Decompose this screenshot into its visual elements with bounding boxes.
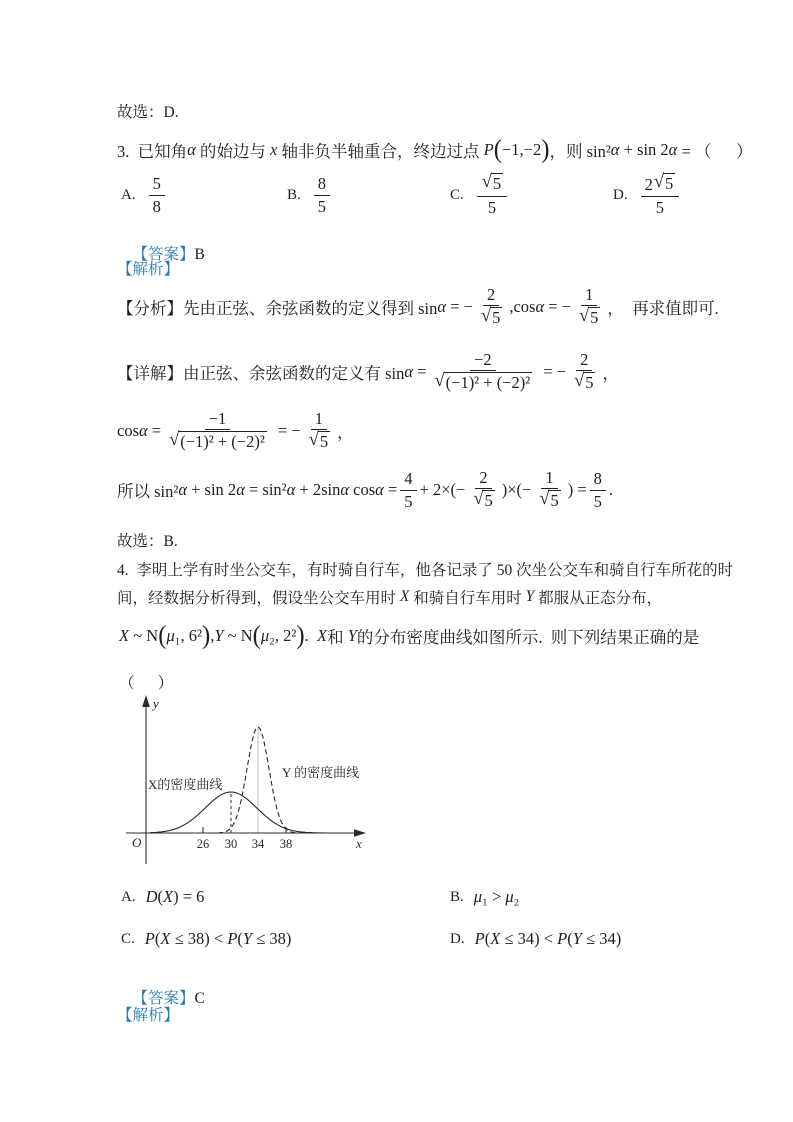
svg-text:30: 30 bbox=[224, 837, 238, 851]
density-curves-figure bbox=[122, 694, 374, 875]
q4-stem-line3: X ~ N ( μ ₁, 6² ) , Y ~ N ( μ ₂, 2² ) . X 和 Y 的分布密度曲线如图所示. 则下列结果正确的是 bbox=[119, 620, 700, 650]
q4-option-c-value: P(X ≤ 38) < P(Y ≤ 38) bbox=[144, 929, 292, 948]
q4-option-c-label: C. bbox=[121, 930, 135, 947]
q4-stem-line2: 间，经数据分析得到，假设坐公交车用时 X 和骑自行车用时 Y 都服从正态分布， bbox=[117, 588, 663, 607]
q3-choice: 故选：B. bbox=[117, 533, 178, 550]
q4-option-c bbox=[121, 926, 291, 952]
q3-option-d-label: D. bbox=[613, 186, 628, 203]
q4-option-d-value: P(X ≤ 34) < P(Y ≤ 34) bbox=[474, 929, 622, 948]
q3-stem: 3. 已知角 α 的始边与 x 轴非负半轴重合，终边过点 P ( −1,−2 ) ，则 sin² α + sin 2 α = （ ） bbox=[117, 134, 753, 164]
q3-option-c-label: C. bbox=[450, 186, 464, 203]
svg-text:38: 38 bbox=[279, 837, 293, 851]
q3-option-c-value: √ 5 5 bbox=[474, 173, 510, 217]
svg-text:Y 的密度曲线: Y 的密度曲线 bbox=[282, 765, 360, 780]
q3-option-c bbox=[450, 172, 510, 218]
q3-option-a bbox=[121, 172, 168, 218]
q3-cos-line: cos α = −1 √ (−1)² + (−2)² = − 1 √ 5 ， bbox=[117, 408, 354, 452]
q4-stem-line1: 4. 李明上学有时坐公交车，有时骑自行车，他各记录了 50 次坐公交车和骑自行车所花的时 bbox=[117, 562, 734, 579]
density-curves-chart bbox=[122, 694, 374, 870]
q4-paren-blank: （ ） bbox=[119, 675, 174, 692]
q4-answer-label: 【答案】 bbox=[132, 990, 195, 1007]
q3-conclusion-line: 所以 sin² α + sin 2 α = sin² α + 2sin α cos α = $\frac{4}{5}$ + 2×(− 2 √ 5 )×(− 1 √ 5 ) = $\frac{8}{5}$ . bbox=[117, 467, 614, 511]
q4-answer-value: C bbox=[194, 990, 205, 1007]
q3-analysis-line: 【分析】先由正弦、余弦函数的定义得到 sin α = − 2 √ 5 ,cos α = − 1 √ 5 ， 再求值即可. bbox=[117, 284, 719, 328]
svg-text:y: y bbox=[153, 696, 159, 711]
q4-option-b-value: μ₁ > μ₂ bbox=[473, 887, 520, 906]
q4-option-d bbox=[450, 926, 621, 952]
q4-option-a-value: D(X) = 6 bbox=[145, 887, 205, 906]
q4-option-a bbox=[121, 884, 204, 910]
q3-analysis-label: 【解析】 bbox=[117, 261, 180, 278]
prev-question-choice: 故选：D. bbox=[117, 104, 179, 121]
q3-option-b bbox=[287, 172, 333, 218]
q3-option-a-label: A. bbox=[121, 186, 136, 203]
svg-text:X的密度曲线: X的密度曲线 bbox=[148, 777, 223, 792]
q4-analysis-label: 【解析】 bbox=[117, 1007, 180, 1024]
svg-text:x: x bbox=[356, 836, 362, 851]
q4-option-b-label: B. bbox=[450, 888, 464, 905]
q3-option-a-value: $\frac{5}{8}$ bbox=[146, 174, 168, 216]
q3-option-d bbox=[613, 172, 682, 218]
q3-option-b-value: $\frac{8}{5}$ bbox=[311, 174, 333, 216]
q4-option-a-label: A. bbox=[121, 888, 136, 905]
svg-text:34: 34 bbox=[251, 837, 265, 851]
q4-option-d-label: D. bbox=[450, 930, 465, 947]
q3-option-b-label: B. bbox=[287, 186, 301, 203]
q3-answer-value: B bbox=[194, 246, 205, 263]
svg-text:O: O bbox=[132, 835, 142, 850]
svg-text:26: 26 bbox=[196, 837, 210, 851]
q3-answer-label: 【答案】 bbox=[132, 246, 195, 263]
q3-detail-line: 【详解】由正弦、余弦函数的定义有 sin α = −2 √ (−1)² + (−2)² = − 2 √ 5 ， bbox=[117, 349, 619, 393]
q3-option-d-value: 2 √ 5 5 bbox=[638, 173, 683, 217]
q4-option-b bbox=[450, 884, 519, 910]
